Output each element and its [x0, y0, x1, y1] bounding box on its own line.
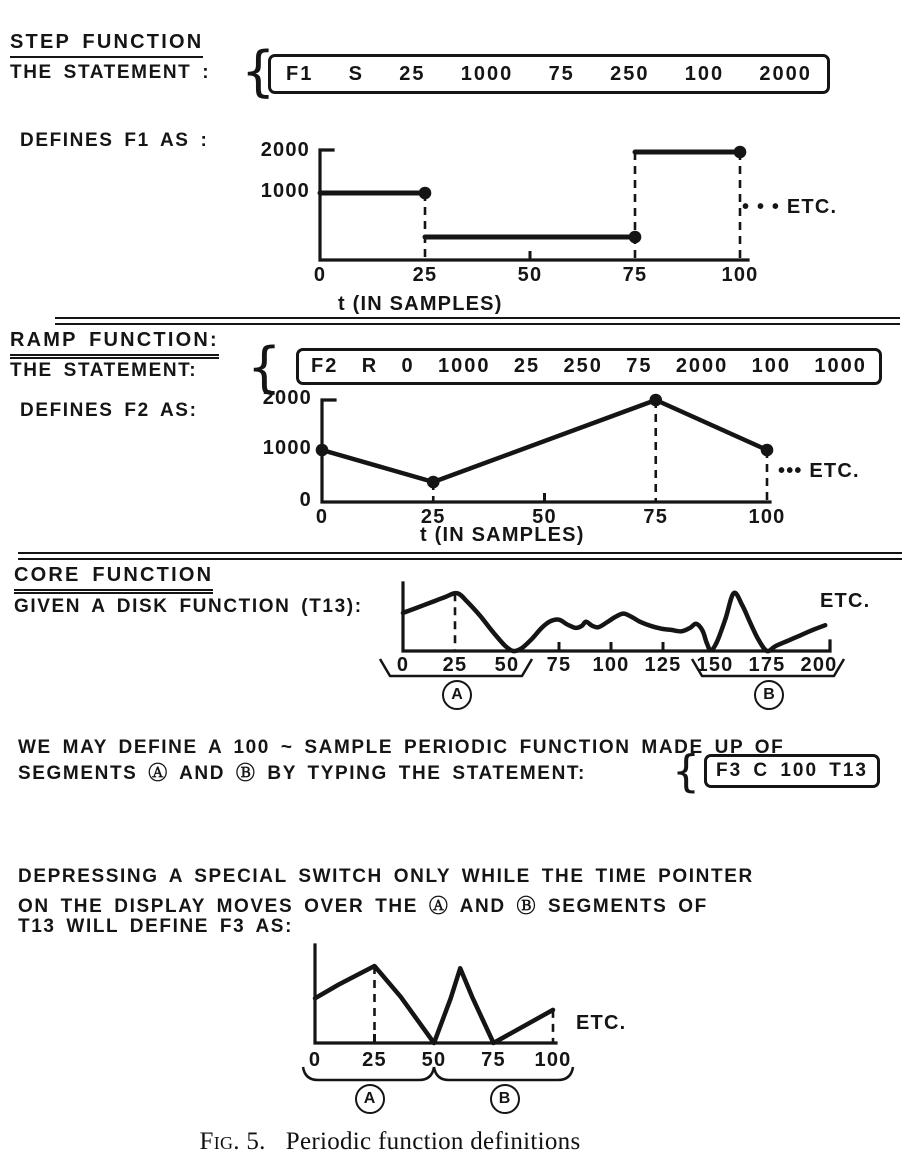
x-axis-label: t (IN SAMPLES)	[338, 293, 503, 315]
statement-token: 0	[401, 355, 415, 377]
statement-token: 100	[780, 760, 819, 781]
statement-token: 1000	[814, 355, 867, 377]
statement-token: 250	[563, 355, 603, 377]
x-tick-label: 50	[517, 264, 543, 286]
compose-statement-group	[672, 746, 880, 797]
x-tick-label: 25	[412, 264, 438, 286]
x-tick-label: 50	[494, 654, 520, 676]
statement-token: 75	[548, 62, 575, 85]
statement-token: 1000	[438, 355, 491, 377]
x-tick-label: 100	[592, 654, 630, 676]
y-tick-label: 1000	[262, 437, 312, 459]
x-tick-label: 25	[442, 654, 468, 676]
x-tick-label: 50	[532, 506, 557, 528]
x-tick-label: 0	[396, 654, 410, 676]
statement-token: 2000	[759, 62, 812, 85]
statement-token: 1000	[460, 62, 514, 85]
x-tick-label: 25	[362, 1049, 387, 1071]
statement-token: T13	[829, 760, 868, 781]
given-disk-function-label: GIVEN A DISK FUNCTION (T13):	[14, 596, 363, 617]
depress-paragraph-line1: DEPRESSING A SPECIAL SWITCH ONLY WHILE THE TIME POINTER	[18, 866, 754, 887]
step-section-heading: STEP FUNCTION	[10, 31, 203, 58]
statement-token: R	[361, 355, 379, 377]
depress-paragraph-line2: ON THE DISPLAY MOVES OVER THE Ⓐ AND Ⓑ SEGMENTS OF	[18, 896, 708, 917]
etc-label: ETC.	[820, 590, 871, 612]
x-tick-label: 75	[643, 506, 669, 528]
segment-badge-A: A	[442, 680, 472, 710]
x-tick-label: 175	[748, 654, 786, 676]
left-brace-glyph: {	[672, 745, 700, 797]
statement-token: 25	[399, 62, 426, 85]
statement-token: 75	[626, 355, 653, 377]
statement-token: 100	[751, 355, 792, 377]
x-tick-label: 100	[534, 1049, 572, 1071]
etc-label: • • • ETC.	[742, 196, 838, 218]
section-divider	[55, 317, 900, 325]
ramp-section-heading: RAMP FUNCTION:	[10, 329, 219, 356]
ramp-statement-label: THE STATEMENT:	[10, 360, 198, 381]
caption-figure-number: Fig. 5.	[199, 1128, 266, 1155]
segment-badge-B: B	[490, 1084, 520, 1114]
etc-label: ••• ETC.	[778, 460, 860, 482]
x-tick-label: 200	[800, 654, 838, 676]
figure-caption	[0, 1128, 780, 1156]
segment-badge-A: A	[355, 1084, 385, 1114]
statement-token: F2	[311, 355, 339, 377]
x-tick-label: 25	[420, 506, 446, 528]
x-tick-label: 75	[622, 264, 648, 286]
left-brace-glyph: {	[241, 40, 276, 103]
defines-f2-label: DEFINES F2 AS:	[20, 400, 198, 421]
x-tick-label: 75	[481, 1049, 506, 1071]
statement-token: S	[348, 62, 364, 85]
statement-token: 100	[684, 62, 725, 85]
y-tick-label: 1000	[260, 180, 310, 202]
statement-token: 2000	[675, 355, 729, 377]
x-tick-label: 100	[748, 506, 786, 528]
defines-f1-label: DEFINES F1 AS :	[20, 130, 209, 151]
x-tick-label: 150	[696, 654, 734, 676]
x-tick-label: 0	[313, 264, 327, 286]
ramp-statement-box	[296, 348, 882, 385]
compose-paragraph-line1: WE MAY DEFINE A 100 ~ SAMPLE PERIODIC FUNCTION MADE UP OF	[18, 737, 785, 758]
compose-statement-box	[704, 754, 880, 788]
etc-label: ETC.	[576, 1012, 627, 1034]
statement-token: F3	[716, 760, 743, 781]
statement-token: 250	[610, 62, 650, 85]
x-tick-label: 0	[315, 506, 329, 528]
segment-badge-B: B	[754, 680, 784, 710]
compose-line2-text: SEGMENTS Ⓐ AND Ⓑ BY TYPING THE STATEMENT:	[18, 762, 586, 784]
y-tick-label: 0	[299, 489, 312, 511]
depress-paragraph-line3: T13 WILL DEFINE F3 AS:	[18, 916, 293, 937]
caption-text: Periodic function definitions	[285, 1128, 581, 1155]
x-axis-label: t (IN SAMPLES)	[420, 524, 585, 546]
statement-token: 25	[513, 355, 541, 377]
y-tick-label: 2000	[260, 139, 310, 161]
left-brace-glyph: {	[247, 336, 282, 399]
statement-token: C	[753, 760, 770, 781]
core-section-heading: CORE FUNCTION	[14, 564, 213, 591]
x-tick-label: 75	[546, 654, 572, 676]
section-divider	[18, 552, 902, 560]
x-tick-label: 0	[308, 1049, 322, 1071]
x-tick-label: 100	[721, 264, 759, 286]
statement-token: F1	[286, 62, 314, 85]
x-tick-label: 50	[421, 1049, 447, 1071]
step-statement-label: THE STATEMENT :	[10, 62, 211, 83]
y-tick-label: 2000	[262, 387, 312, 409]
step-statement-box	[268, 54, 830, 94]
x-tick-label: 125	[644, 654, 682, 676]
